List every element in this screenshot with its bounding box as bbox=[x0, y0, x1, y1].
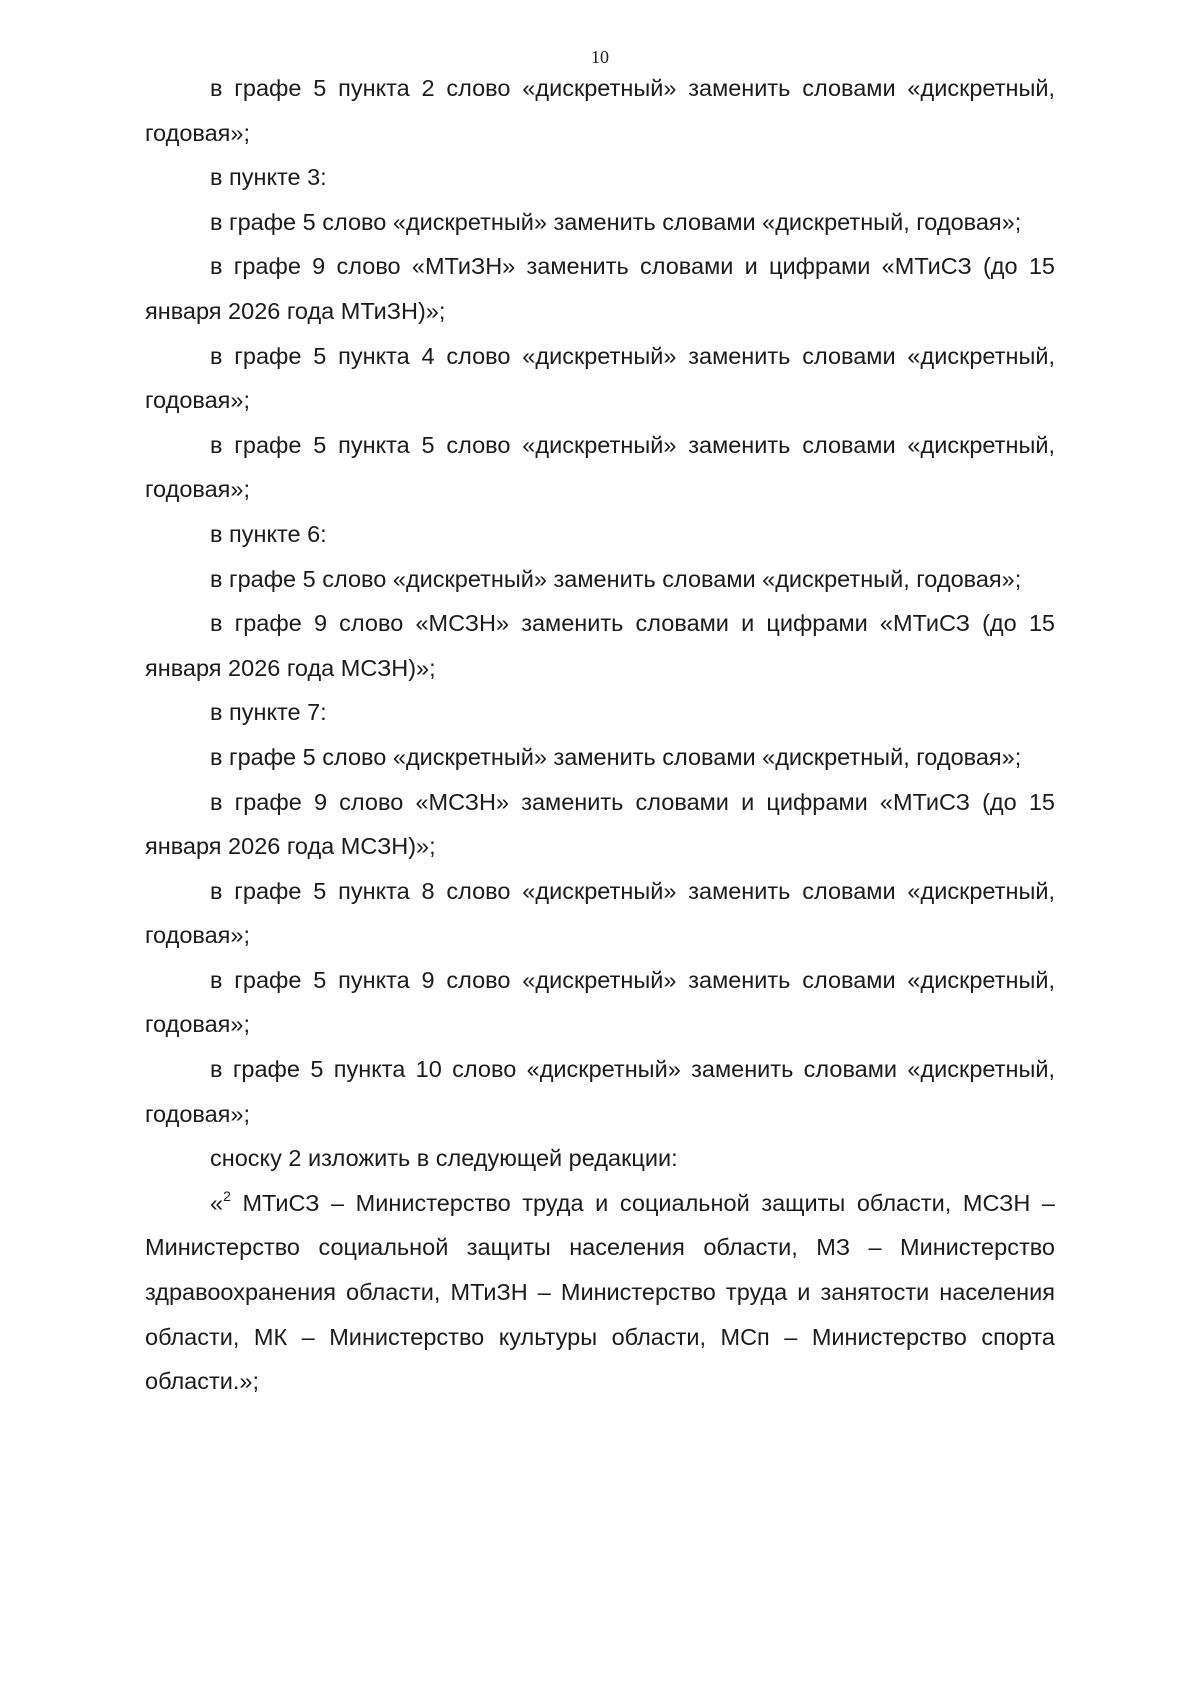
footnote-first-line bbox=[145, 1181, 1055, 1226]
footnote-line: здравоохранения области, МТиЗН – Министерство труда и занятости населения bbox=[145, 1279, 1055, 1306]
footnote-line: Министерство социальной защиты населения области, МЗ – Министерство bbox=[145, 1234, 1055, 1261]
paragraph-line: в пункте 7: bbox=[210, 699, 327, 726]
footnote-line: области.»; bbox=[145, 1368, 260, 1395]
paragraph-line: в графе 5 пункта 10 слово «дискретный» заменить словами «дискретный, bbox=[210, 1056, 1055, 1083]
paragraph-line: годовая»; bbox=[145, 1100, 251, 1127]
paragraph-line: в пункте 3: bbox=[210, 164, 327, 191]
paragraph-line: в графе 5 слово «дискретный» заменить словами «дискретный, годовая»; bbox=[210, 208, 1022, 235]
paragraph-line: января 2026 года МТиЗН)»; bbox=[145, 297, 446, 324]
paragraph-line: годовая»; bbox=[145, 922, 251, 949]
footnote-open-quote: « bbox=[210, 1189, 224, 1216]
paragraph-line: годовая»; bbox=[145, 476, 251, 503]
document-body bbox=[145, 66, 1055, 1404]
paragraph-line: в графе 9 слово «МСЗН» заменить словами и цифрами «МТиСЗ (до 15 bbox=[210, 610, 1055, 637]
paragraph-line: в графе 9 слово «МСЗН» заменить словами и цифрами «МТиСЗ (до 15 bbox=[210, 788, 1055, 815]
paragraph-line: в графе 5 пункта 8 слово «дискретный» заменить словами «дискретный, bbox=[210, 877, 1055, 904]
paragraph-line: января 2026 года МСЗН)»; bbox=[145, 654, 436, 681]
footnote-line: области, МК – Министерство культуры области, МСп – Министерство спорта bbox=[145, 1323, 1055, 1350]
paragraph-line: в графе 5 пункта 9 слово «дискретный» заменить словами «дискретный, bbox=[210, 966, 1055, 993]
paragraph-line: в графе 5 пункта 5 слово «дискретный» заменить словами «дискретный, bbox=[210, 431, 1055, 458]
paragraph-line: в графе 5 слово «дискретный» заменить словами «дискретный, годовая»; bbox=[210, 565, 1022, 592]
paragraph-line: в графе 5 слово «дискретный» заменить словами «дискретный, годовая»; bbox=[210, 743, 1022, 770]
paragraph-line: годовая»; bbox=[145, 387, 251, 414]
paragraph-line: в графе 5 пункта 4 слово «дискретный» заменить словами «дискретный, bbox=[210, 342, 1055, 369]
paragraph-line: сноску 2 изложить в следующей редакции: bbox=[210, 1145, 678, 1172]
paragraph-line: в пункте 6: bbox=[210, 520, 327, 547]
paragraph-line: годовая»; bbox=[145, 119, 251, 146]
paragraph-line: в графе 5 пункта 2 слово «дискретный» заменить словами «дискретный, bbox=[210, 75, 1055, 101]
footnote-first-line-text: МТиСЗ – Министерство труда и социальной защиты области, МСЗН – bbox=[230, 1189, 1055, 1216]
paragraph-line: января 2026 года МСЗН)»; bbox=[145, 833, 436, 860]
paragraph-line: годовая»; bbox=[145, 1011, 251, 1038]
page-number: 10 bbox=[591, 47, 609, 67]
footnote-marker: 2 bbox=[223, 1187, 231, 1204]
paragraph-line: в графе 9 слово «МТиЗН» заменить словами и цифрами «МТиСЗ (до 15 bbox=[210, 253, 1055, 280]
